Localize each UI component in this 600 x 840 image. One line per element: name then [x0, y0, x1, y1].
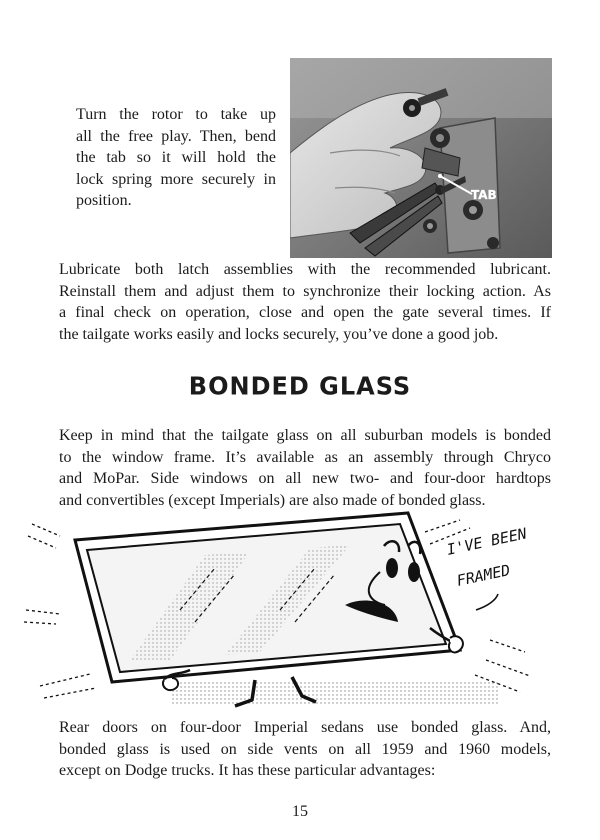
latch-photo	[290, 58, 552, 258]
speech-line: FRAMED	[455, 561, 512, 590]
text-line: Rear doors on four-door Imperial sedans use bonded glass. And,	[59, 719, 551, 736]
speech-tail	[476, 594, 498, 610]
bonded-glass-paragraph	[59, 425, 551, 511]
window-cartoon	[20, 510, 580, 715]
text-line: Reinstall them and adjust them to synchronize their locking action. As	[59, 282, 551, 300]
lubricate-paragraph	[59, 259, 551, 345]
speech-line: I'VE BEEN	[445, 524, 529, 559]
text-line: Lubricate both latch assemblies with the recommended lubricant.	[59, 261, 551, 278]
text-line: a final check on operation, close and open the gate several times. If	[59, 304, 551, 321]
text-line: the tailgate works easily and locks securely, you’ve done a good job.	[59, 325, 499, 343]
text-line: lock spring more securely in	[76, 170, 276, 188]
cartoon-eye	[386, 558, 398, 578]
text-line: position.	[76, 192, 132, 209]
tab-label: TAB	[471, 188, 497, 202]
section-heading: BONDED GLASS	[188, 371, 412, 401]
page-number: 15	[292, 803, 308, 820]
text-line: all the free play. Then, bend	[76, 127, 276, 145]
cartoon-eye	[408, 562, 420, 582]
text-line: to the window frame. It’s available as an assembly through Chryco	[59, 448, 551, 466]
text-line: and MoPar. Side windows on all new two- and four-door hardtops	[59, 470, 551, 487]
text-line: and convertibles (except Imperials) are also made of bonded glass.	[59, 491, 486, 509]
rear-doors-paragraph	[59, 717, 551, 782]
text-line: except on Dodge trucks. It has these particular advantages:	[59, 762, 436, 779]
shadow	[170, 682, 500, 704]
text-line: Turn the rotor to take up	[76, 106, 276, 123]
text-line: the tab so it will hold the	[76, 149, 276, 166]
text-line: bonded glass is used on side vents on all 1959 and 1960 models,	[59, 740, 551, 758]
text-line: Keep in mind that the tailgate glass on all suburban models is bonded	[59, 427, 551, 444]
intro-paragraph	[76, 104, 276, 212]
